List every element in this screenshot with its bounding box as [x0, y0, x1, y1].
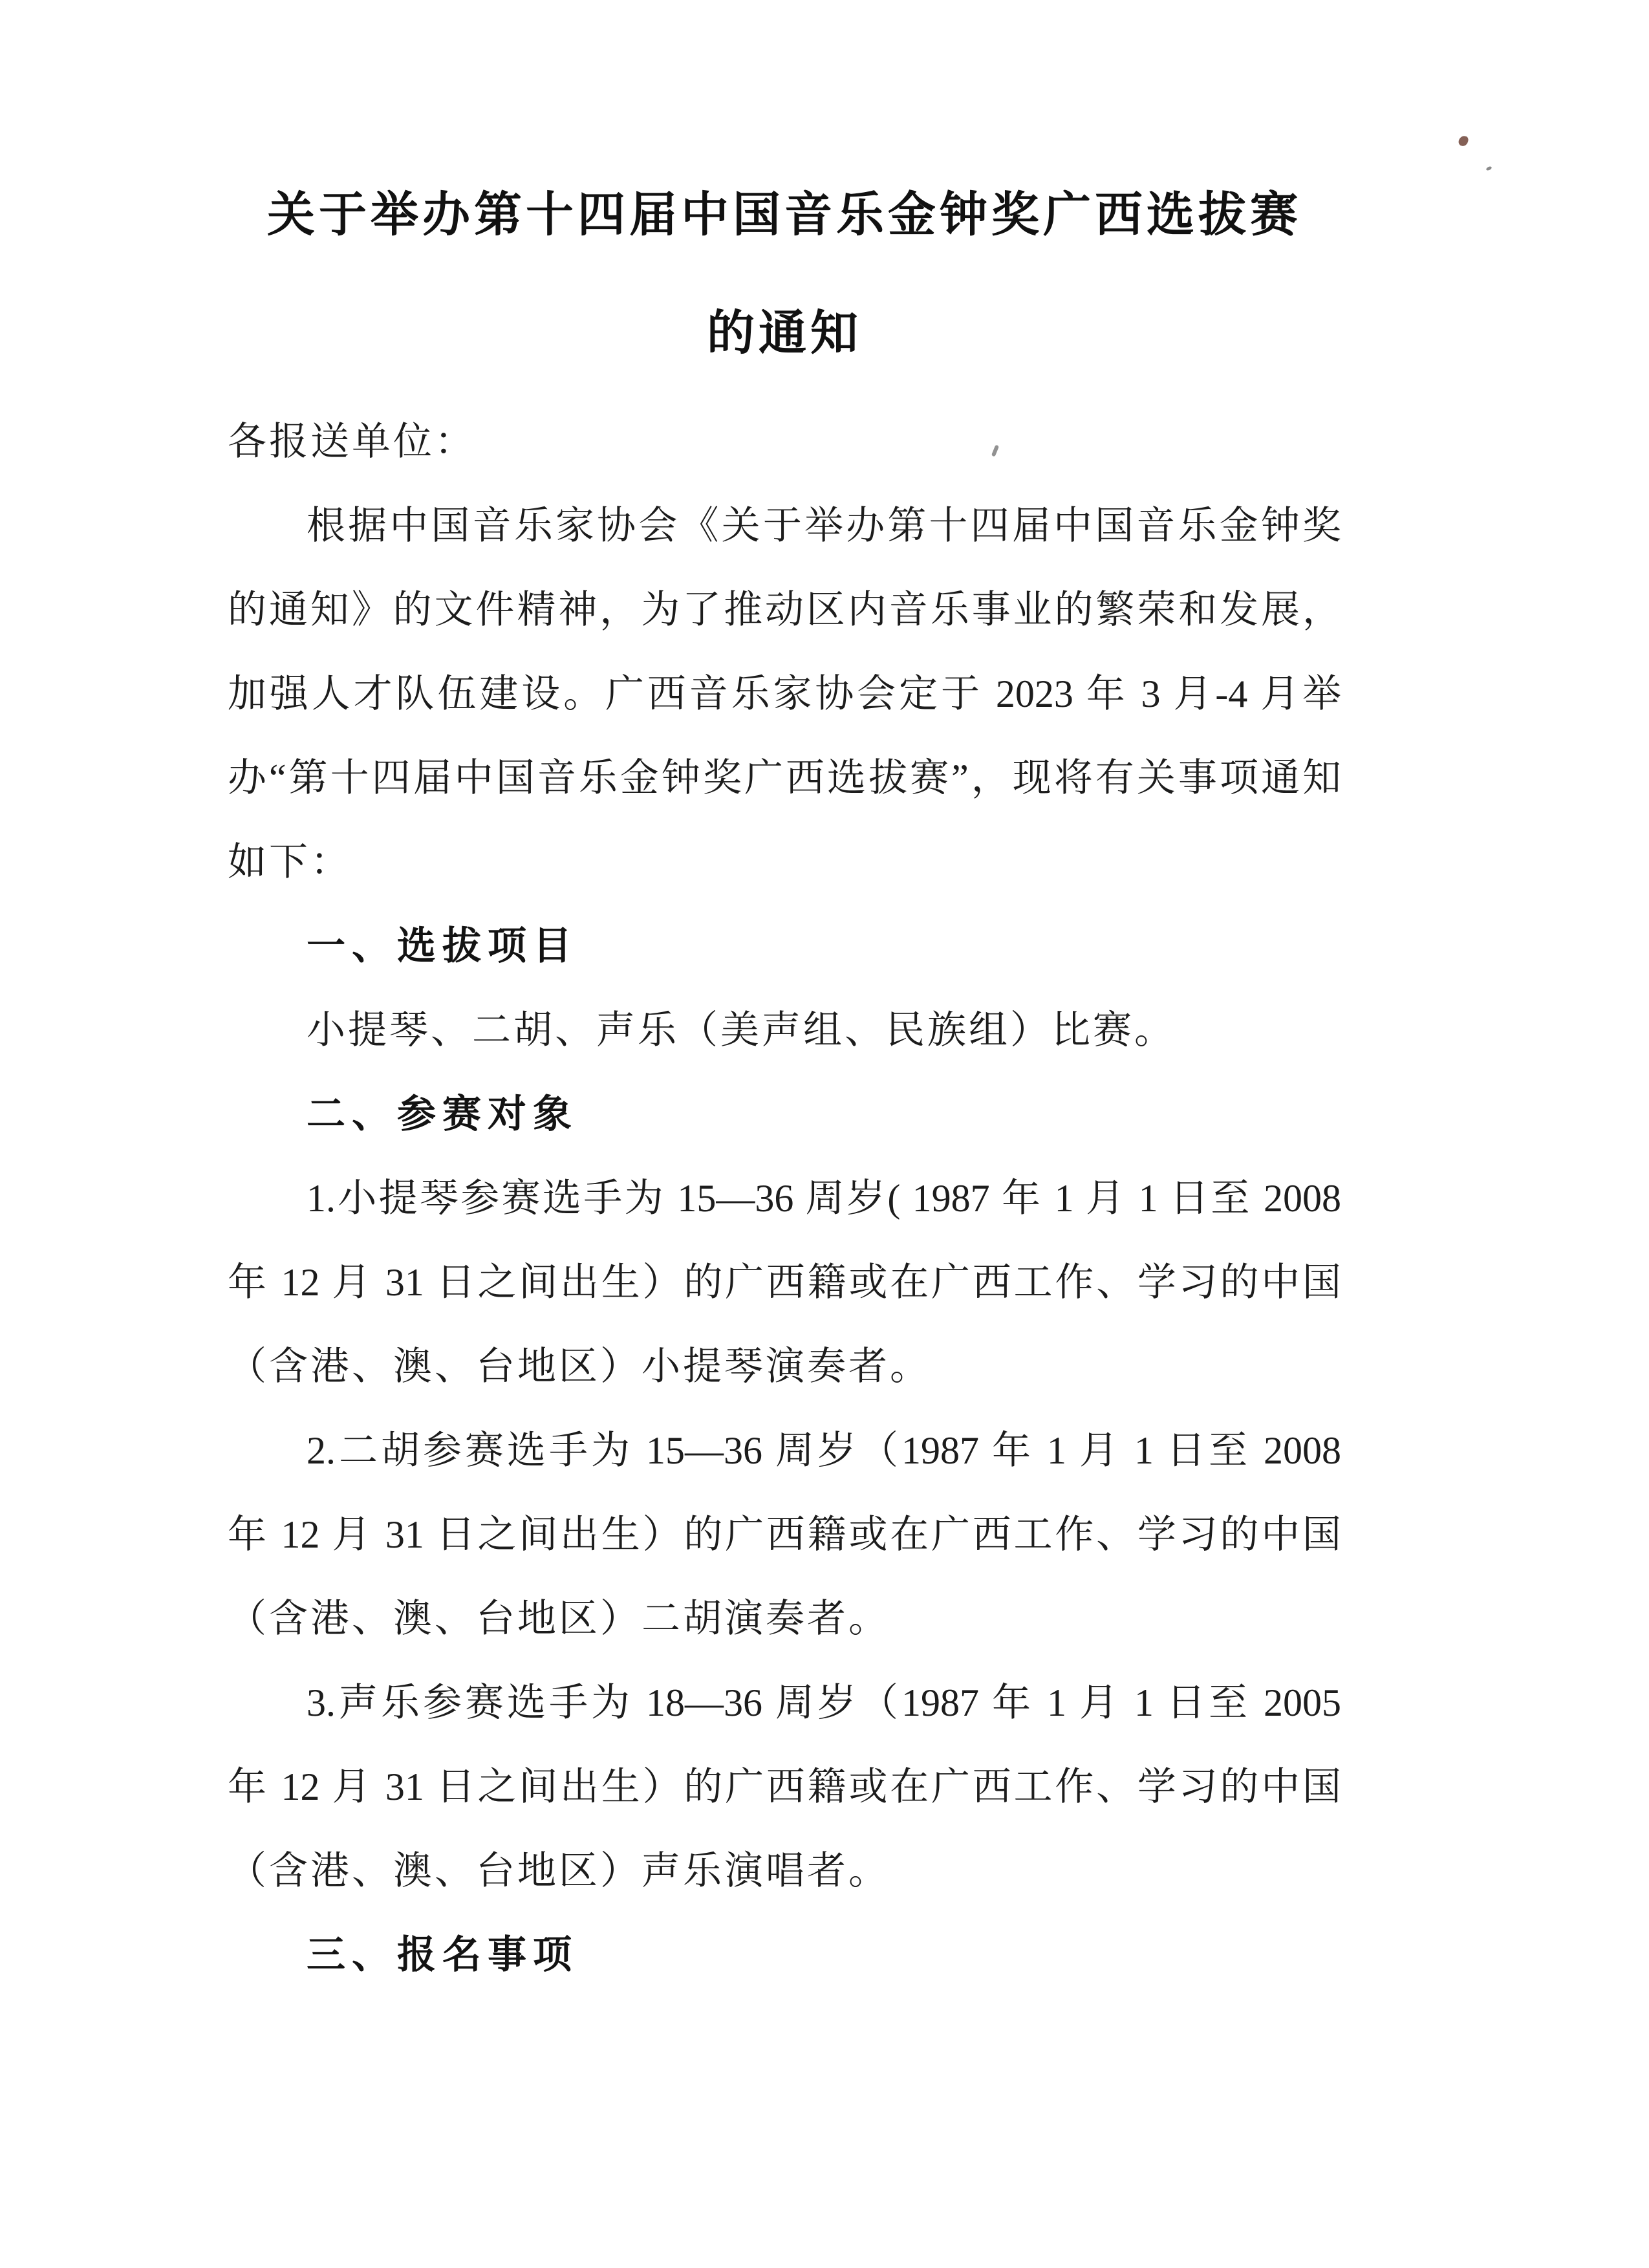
section-heading-1: 一、选拔项目: [307, 924, 578, 967]
paragraph-line: 年 12 月 31 日之间出生）的广西籍或在广西工作、学习的中国: [228, 1766, 1341, 1808]
paragraph-line: 2.二胡参赛选手为 15—36 周岁（1987 年 1 月 1 日至 2008: [307, 1429, 1341, 1472]
paragraph-line: 加强人才队伍建设。广西音乐家协会定于 2023 年 3 月-4 月举: [228, 673, 1341, 715]
section-heading-2: 二、参赛对象: [307, 1092, 578, 1136]
paragraph-line: 办“第十四届中国音乐金钟奖广西选拔赛”，现将有关事项通知: [228, 757, 1341, 799]
paragraph-line: 3.声乐参赛选手为 18—36 周岁（1987 年 1 月 1 日至 2005: [307, 1681, 1341, 1724]
paragraph-line: （含港、澳、台地区）小提琴演奏者。: [228, 1345, 931, 1388]
paragraph-line: 年 12 月 31 日之间出生）的广西籍或在广西工作、学习的中国: [228, 1261, 1341, 1304]
salutation-line: 各报送单位：: [228, 420, 476, 463]
scan-artifact-speck: [1458, 135, 1469, 147]
document-content: [228, 0, 1341, 1997]
paragraph-line: （含港、澳、台地区）二胡演奏者。: [228, 1597, 890, 1640]
paragraph-line: 年 12 月 31 日之间出生）的广西籍或在广西工作、学习的中国: [228, 1513, 1341, 1556]
paragraph-line: 的通知》的文件精神，为了推动区内音乐事业的繁荣和发展，: [228, 589, 1341, 631]
paragraph-line: 1.小提琴参赛选手为 15—36 周岁( 1987 年 1 月 1 日至 2008: [307, 1177, 1341, 1220]
document-title-line2: 的通知: [707, 306, 862, 360]
paragraph-line: 根据中国音乐家协会《关于举办第十四届中国音乐金钟奖: [307, 504, 1341, 547]
paragraph-line: 小提琴、二胡、声乐（美声组、民族组）比赛。: [307, 1009, 1176, 1052]
paragraph-line: （含港、澳、台地区）声乐演唱者。: [228, 1850, 890, 1892]
document-title-line1: 关于举办第十四届中国音乐金钟奖广西选拔赛: [267, 188, 1302, 241]
scan-artifact-dot: [1485, 166, 1492, 171]
section-heading-3: 三、报名事项: [307, 1933, 578, 1976]
paragraph-line: 如下：: [228, 841, 352, 883]
